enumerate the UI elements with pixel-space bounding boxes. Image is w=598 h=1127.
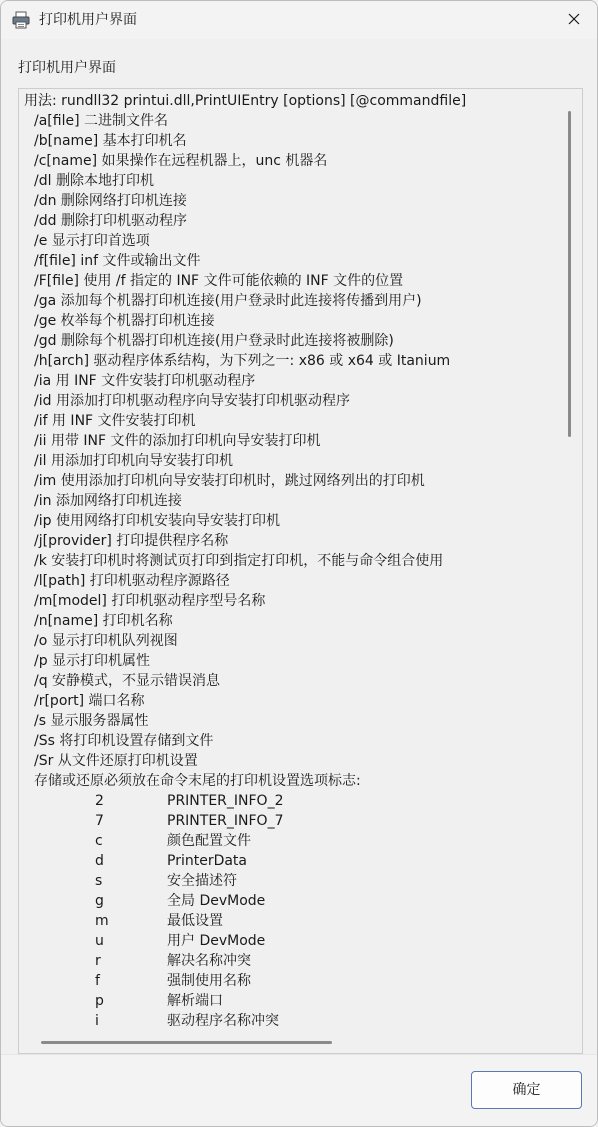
title-bar (1, 1, 597, 39)
usage-content (24, 91, 559, 1031)
flag-key: r (95, 953, 101, 969)
option-line: /if 用 INF 文件安装打印机 (34, 413, 196, 429)
flag-row (24, 951, 559, 971)
flag-row (24, 971, 559, 991)
flag-row (24, 891, 559, 911)
option-line: /F[file] 使用 /f 指定的 INF 文件可能依赖的 INF 文件的位置 (34, 273, 404, 289)
flag-row (24, 871, 559, 891)
option-line: /q 安静模式，不显示错误消息 (34, 673, 221, 689)
usage-text-area[interactable] (18, 88, 583, 1054)
flag-row (24, 811, 559, 831)
window-title: 打印机用户界面 (39, 12, 137, 28)
flag-description: PRINTER_INFO_2 (167, 793, 284, 809)
flag-description: PRINTER_INFO_7 (167, 813, 284, 829)
flag-key: 7 (95, 813, 104, 829)
flag-description: 全局 DevMode (167, 893, 266, 909)
flag-key: d (95, 853, 104, 869)
flag-row (24, 1011, 559, 1031)
option-line: /m[model] 打印机驱动程序型号名称 (34, 593, 266, 609)
option-line: /f[file] inf 文件或输出文件 (34, 253, 201, 269)
flag-row (24, 791, 559, 811)
option-line: /s 显示服务器属性 (34, 713, 149, 729)
flags-list (24, 791, 559, 1031)
option-line: /h[arch] 驱动程序体系结构，为下列之一: x86 或 x64 或 Itanium (34, 353, 451, 369)
option-line: /dd 删除打印机驱动程序 (34, 213, 187, 229)
vertical-scrollbar[interactable] (568, 111, 571, 437)
close-button[interactable] (551, 1, 597, 37)
horizontal-scrollbar[interactable] (41, 1041, 332, 1044)
flag-key: g (95, 893, 104, 909)
flags-header: 存储或还原必须放在命令末尾的打印机设置选项标志: (34, 773, 361, 789)
flag-description: 最低设置 (167, 913, 223, 929)
flag-row (24, 851, 559, 871)
flag-key: c (95, 833, 103, 849)
option-line: /a[file] 二进制文件名 (34, 113, 168, 129)
flag-key: p (95, 993, 104, 1009)
option-line: /b[name] 基本打印机名 (34, 133, 187, 149)
flag-key: f (95, 973, 100, 989)
option-line: /j[provider] 打印提供程序名称 (34, 533, 229, 549)
option-line: /ip 使用网络打印机安装向导安装打印机 (34, 513, 280, 529)
option-line: /dl 删除本地打印机 (34, 173, 154, 189)
flag-description: PrinterData (167, 853, 248, 869)
option-line: /ii 用带 INF 文件的添加打印机向导安装打印机 (34, 433, 321, 449)
flag-key: i (95, 1013, 99, 1029)
flag-row (24, 931, 559, 951)
option-line: /Ss 将打印机设置存储到文件 (34, 733, 214, 749)
page-heading: 打印机用户界面 (18, 60, 116, 76)
flag-description: 解决名称冲突 (167, 953, 251, 969)
option-line: /in 添加网络打印机连接 (34, 493, 182, 509)
flag-description: 安全描述符 (167, 873, 237, 889)
option-line: /dn 删除网络打印机连接 (34, 193, 187, 209)
flag-row (24, 831, 559, 851)
close-icon (568, 13, 580, 25)
options-list (24, 111, 559, 771)
flag-row (24, 991, 559, 1011)
option-line: /n[name] 打印机名称 (34, 613, 173, 629)
flag-description: 用户 DevMode (167, 933, 266, 949)
dialog-footer (1, 1055, 597, 1127)
option-line: /ia 用 INF 文件安装打印机驱动程序 (34, 373, 256, 389)
option-line: /ga 添加每个机器打印机连接(用户登录时此连接将传播到用户) (34, 293, 422, 309)
flag-key: 2 (95, 793, 104, 809)
option-line: /im 使用添加打印机向导安装打印机时，跳过网络列出的打印机 (34, 473, 425, 489)
flag-description: 解析端口 (167, 993, 223, 1009)
option-line: /ge 枚举每个机器打印机连接 (34, 313, 215, 329)
ok-button[interactable]: 确定 (471, 1071, 582, 1109)
option-line: /o 显示打印机队列视图 (34, 633, 178, 649)
flag-key: m (95, 913, 109, 929)
option-line: /Sr 从文件还原打印机设置 (34, 753, 198, 769)
flag-key: u (95, 933, 104, 949)
flag-row (24, 911, 559, 931)
flag-description: 颜色配置文件 (167, 833, 251, 849)
flag-description: 驱动程序名称冲突 (167, 1013, 279, 1029)
flag-description: 强制使用名称 (167, 973, 251, 989)
option-line: /il 用添加打印机向导安装打印机 (34, 453, 233, 469)
option-line: /gd 删除每个机器打印机连接(用户登录时此连接将被删除) (34, 333, 394, 349)
flag-key: s (95, 873, 103, 889)
option-line: /id 用添加打印机驱动程序向导安装打印机驱动程序 (34, 393, 350, 409)
usage-line: 用法: rundll32 printui.dll,PrintUIEntry [options] [@commandfile] (24, 93, 467, 109)
option-line: /c[name] 如果操作在远程机器上，unc 机器名 (34, 153, 328, 169)
option-line: /k 安装打印机时将测试页打印到指定打印机，不能与命令组合使用 (34, 553, 444, 569)
option-line: /r[port] 端口名称 (34, 693, 145, 709)
option-line: /l[path] 打印机驱动程序源路径 (34, 573, 230, 589)
option-line: /p 显示打印机属性 (34, 653, 151, 669)
option-line: /e 显示打印首选项 (34, 233, 150, 249)
printer-icon (11, 10, 31, 30)
